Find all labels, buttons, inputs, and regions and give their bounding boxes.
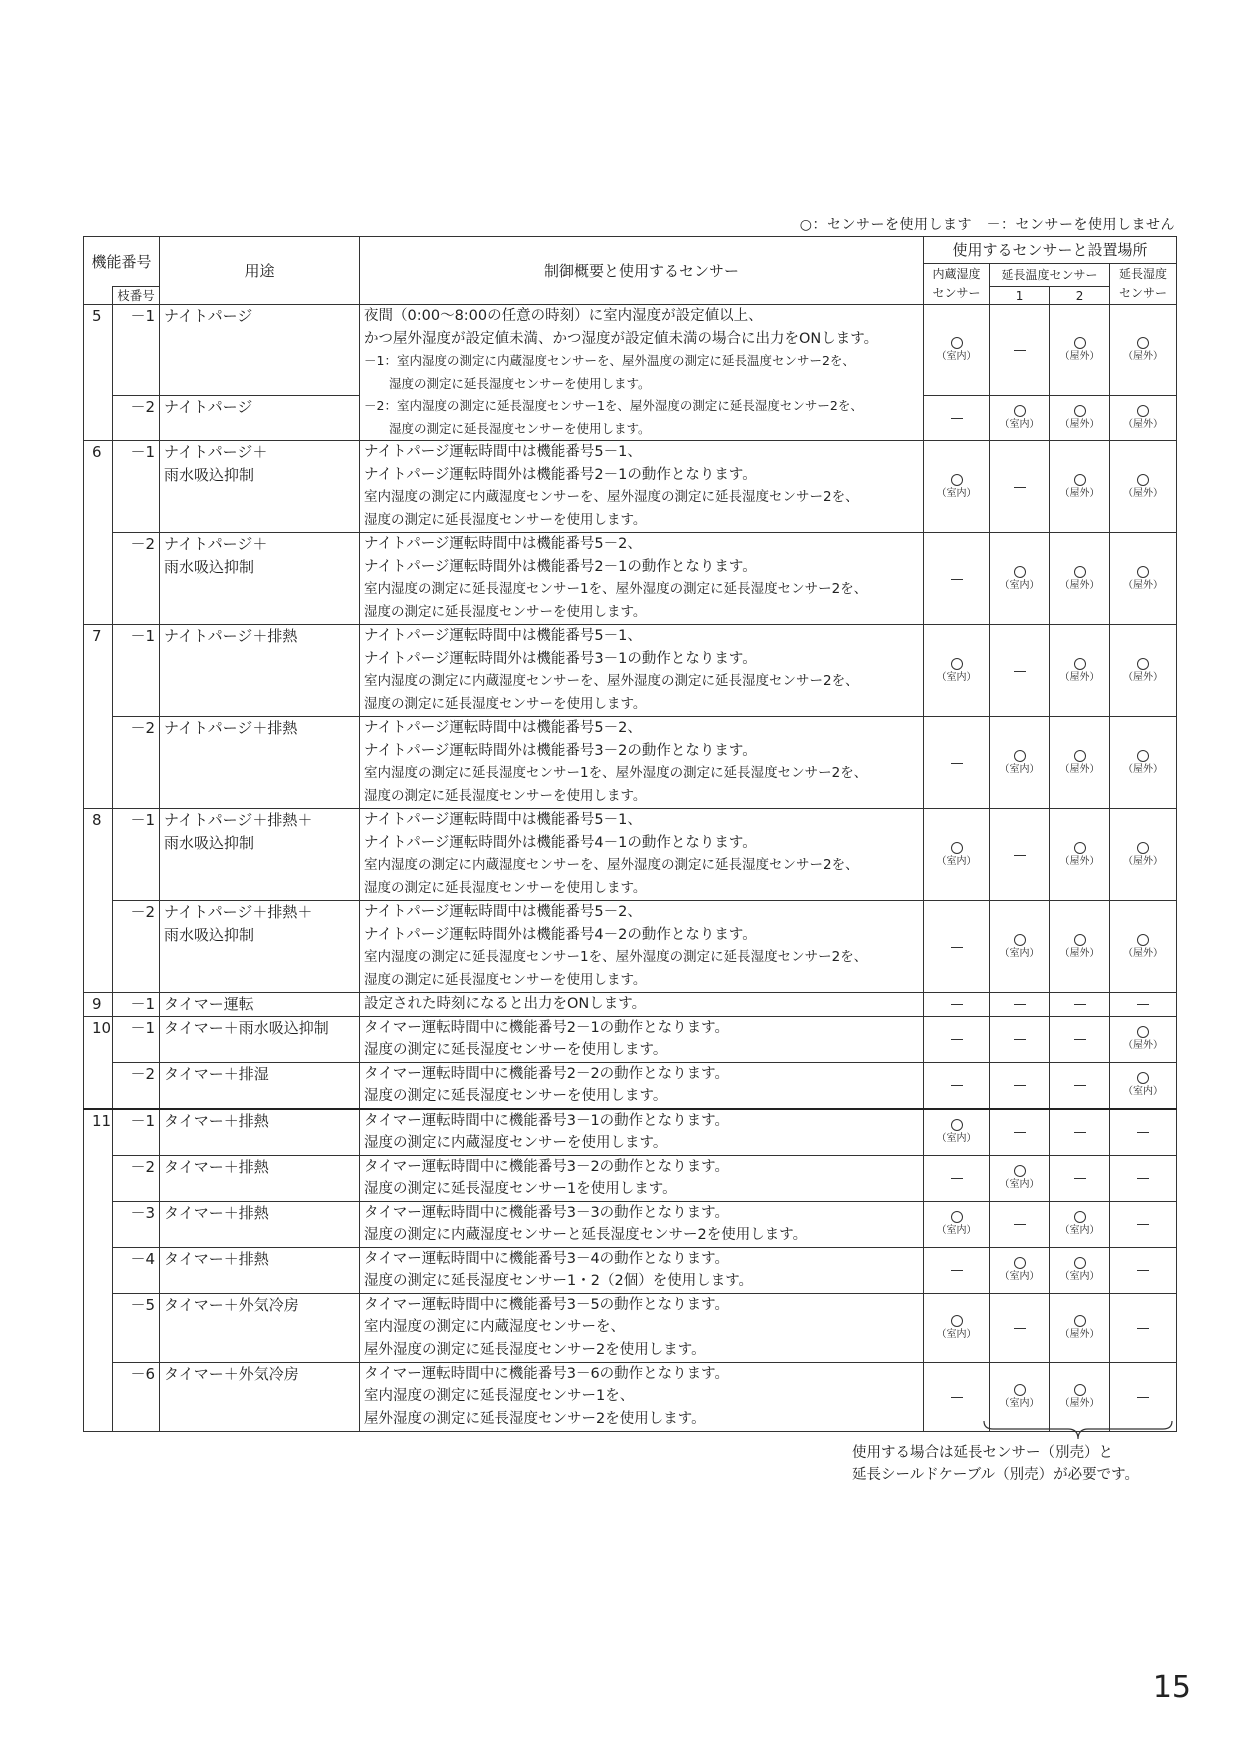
- dash-mark-icon: [1014, 350, 1026, 351]
- ext-temp2-cell: [1050, 441, 1110, 533]
- dash-mark-icon: [951, 763, 963, 764]
- circle-mark-icon: [1014, 566, 1026, 578]
- location-label: （屋外）: [1059, 855, 1100, 867]
- circle-mark-icon: [1137, 405, 1149, 417]
- table-row: [84, 1201, 1177, 1247]
- table-row: [84, 625, 1177, 717]
- page-number: 15: [1152, 1670, 1191, 1705]
- ext-hum-cell: [1110, 1155, 1177, 1201]
- circle-mark-icon: [951, 842, 963, 854]
- internal-sensor-cell: [924, 395, 990, 441]
- ext-temp2-cell: [1050, 809, 1110, 901]
- ext-hum-cell: [1110, 1201, 1177, 1247]
- circle-mark-icon: [1137, 750, 1149, 762]
- control-description: タイマー運転時間中に機能番号3－4の動作となります。 湿度の測定に延長湿度センサー1・2（2個）を使用します。: [360, 1247, 924, 1293]
- bracket-brace: [983, 1421, 1173, 1441]
- location-label: （室内）: [999, 579, 1040, 591]
- header-control: 制御概要と使用するセンサー: [360, 237, 924, 305]
- location-label: （室内）: [999, 418, 1040, 430]
- function-number: [84, 1362, 113, 1431]
- function-number: [84, 1293, 113, 1362]
- branch-number: －1: [113, 625, 160, 717]
- location-label: （室内）: [1059, 1271, 1100, 1282]
- circle-mark-icon: [1074, 750, 1086, 762]
- ext-temp2-cell: [1050, 395, 1110, 441]
- ext-hum-cell: [1110, 1109, 1177, 1156]
- function-number: 11: [84, 1109, 113, 1156]
- ext-hum-cell: [1110, 625, 1177, 717]
- function-table: [83, 236, 1177, 1432]
- circle-mark-icon: [1074, 1315, 1086, 1327]
- circle-mark-icon: [951, 1119, 963, 1131]
- table-row: [84, 1016, 1177, 1062]
- location-label: （屋外）: [1123, 350, 1164, 362]
- circle-mark-icon: [1137, 1072, 1149, 1084]
- circle-mark-icon: [1137, 474, 1149, 486]
- location-label: （室内）: [999, 1271, 1040, 1282]
- location-label: （屋外）: [1123, 1040, 1164, 1051]
- dash-mark-icon: [1074, 1085, 1086, 1086]
- circle-mark-icon: [951, 1211, 963, 1223]
- ext-temp1-cell: [990, 717, 1050, 809]
- usage-cell: ナイトパージ＋排熱: [160, 625, 360, 717]
- location-label: （屋外）: [1123, 487, 1164, 499]
- ext-temp1-cell: [990, 1016, 1050, 1062]
- function-number: [84, 717, 113, 809]
- function-number: [84, 1155, 113, 1201]
- location-label: （室内）: [1059, 1225, 1100, 1236]
- location-label: （室内）: [936, 671, 977, 683]
- dash-mark-icon: [951, 579, 963, 580]
- branch-number: －2: [113, 901, 160, 993]
- internal-sensor-cell: [924, 1201, 990, 1247]
- usage-cell: タイマー＋外気冷房: [160, 1362, 360, 1431]
- location-label: （室内）: [1123, 1086, 1164, 1097]
- usage-cell: タイマー＋排熱: [160, 1109, 360, 1156]
- branch-number: －2: [113, 717, 160, 809]
- location-label: （室内）: [936, 350, 977, 362]
- ext-temp1-cell: [990, 305, 1050, 396]
- dash-mark-icon: [951, 1085, 963, 1086]
- ext-hum-cell: [1110, 901, 1177, 993]
- usage-cell: タイマー＋排熱: [160, 1247, 360, 1293]
- table-row: [84, 901, 1177, 993]
- control-description: ナイトパージ運転時間中は機能番号5－2、 ナイトパージ運転時間外は機能番号4－2の動作となります。 室内湿度の測定に延長湿度センサー1を、屋外湿度の測定に延長湿度センサー2を、 湿度の測定に延長湿度センサーを使用します。: [360, 901, 924, 993]
- table-row: [84, 993, 1177, 1017]
- branch-number: －1: [113, 441, 160, 533]
- usage-cell: ナイトパージ＋排熱＋ 雨水吸込抑制: [160, 901, 360, 993]
- circle-mark-icon: [1014, 1384, 1026, 1396]
- table-row: [84, 441, 1177, 533]
- usage-cell: ナイトパージ: [160, 395, 360, 441]
- sensor-legend: ○：センサーを使用します －：センサーを使用しません: [799, 217, 1175, 233]
- branch-number: －1: [113, 305, 160, 396]
- branch-number: －3: [113, 1201, 160, 1247]
- circle-mark-icon: [951, 658, 963, 670]
- ext-temp1-cell: [990, 625, 1050, 717]
- branch-number: －4: [113, 1247, 160, 1293]
- function-number: [84, 1247, 113, 1293]
- location-label: （室内）: [936, 855, 977, 867]
- internal-sensor-cell: [924, 1062, 990, 1109]
- function-number: 5: [84, 305, 113, 396]
- ext-temp2-cell: [1050, 1109, 1110, 1156]
- branch-number: －2: [113, 533, 160, 625]
- control-description: ナイトパージ運転時間中は機能番号5－1、 ナイトパージ運転時間外は機能番号2－1の動作となります。 室内湿度の測定に内蔵湿度センサーを、屋外湿度の測定に延長湿度センサー2を、 湿度の測定に延長湿度センサーを使用します。: [360, 441, 924, 533]
- header-internal-sensor: 内蔵湿度 センサー: [924, 264, 990, 305]
- usage-cell: ナイトパージ＋排熱＋ 雨水吸込抑制: [160, 809, 360, 901]
- ext-temp1-cell: [990, 1109, 1050, 1156]
- dash-mark-icon: [1137, 1178, 1149, 1179]
- location-label: （屋外）: [1059, 1397, 1100, 1409]
- dash-mark-icon: [951, 1039, 963, 1040]
- function-number: 6: [84, 441, 113, 533]
- ext-temp2-cell: [1050, 533, 1110, 625]
- branch-number: －1: [113, 809, 160, 901]
- dash-mark-icon: [951, 1270, 963, 1271]
- header-branch-no: 枝番号: [113, 287, 160, 305]
- dash-mark-icon: [951, 947, 963, 948]
- dash-mark-icon: [1074, 1004, 1086, 1005]
- function-number: [84, 1201, 113, 1247]
- dash-mark-icon: [951, 1004, 963, 1005]
- table-body: [84, 305, 1177, 1432]
- control-description: 夜間（0:00～8:00の任意の時刻）に室内湿度が設定値以上、 かつ屋外湿度が設定値未満、かつ湿度が設定値未満の場合に出力をONします。 －1：室内湿度の測定に内蔵湿度センサーを、屋外温度の測定に延長温度センサー2を、 湿度の測定に延長湿度センサーを使用します。: [360, 305, 924, 396]
- circle-mark-icon: [1014, 405, 1026, 417]
- branch-number: －1: [113, 1016, 160, 1062]
- circle-mark-icon: [1014, 934, 1026, 946]
- ext-temp1-cell: [990, 901, 1050, 993]
- internal-sensor-cell: [924, 1155, 990, 1201]
- dash-mark-icon: [951, 418, 963, 419]
- internal-sensor-cell: [924, 809, 990, 901]
- location-label: （屋外）: [1059, 671, 1100, 683]
- location-label: （室内）: [936, 1133, 977, 1144]
- location-label: （室内）: [999, 947, 1040, 959]
- ext-temp2-cell: [1050, 1016, 1110, 1062]
- function-number: [84, 901, 113, 993]
- table-row: [84, 717, 1177, 809]
- ext-temp2-cell: [1050, 901, 1110, 993]
- control-description: ナイトパージ運転時間中は機能番号5－2、 ナイトパージ運転時間外は機能番号3－2の動作となります。 室内湿度の測定に延長湿度センサー1を、屋外湿度の測定に延長湿度センサー2を、 湿度の測定に延長湿度センサーを使用します。: [360, 717, 924, 809]
- ext-hum-cell: [1110, 1016, 1177, 1062]
- dash-mark-icon: [1137, 1328, 1149, 1329]
- usage-cell: ナイトパージ＋排熱: [160, 717, 360, 809]
- table-row: [84, 395, 1177, 441]
- ext-temp2-cell: [1050, 993, 1110, 1017]
- ext-hum-cell: [1110, 717, 1177, 809]
- dash-mark-icon: [1137, 1004, 1149, 1005]
- function-number: 8: [84, 809, 113, 901]
- dash-mark-icon: [1074, 1178, 1086, 1179]
- ext-temp1-cell: [990, 1293, 1050, 1362]
- control-description: タイマー運転時間中に機能番号3－2の動作となります。 湿度の測定に延長湿度センサー1を使用します。: [360, 1155, 924, 1201]
- table-row: [84, 1109, 1177, 1156]
- control-description: －2：室内湿度の測定に延長湿度センサー1を、屋外湿度の測定に延長湿度センサー2を、 湿度の測定に延長湿度センサーを使用します。: [360, 395, 924, 441]
- dash-mark-icon: [1137, 1132, 1149, 1133]
- table-row: [84, 1247, 1177, 1293]
- branch-number: －2: [113, 1062, 160, 1109]
- internal-sensor-cell: [924, 1109, 990, 1156]
- dash-mark-icon: [1014, 1039, 1026, 1040]
- usage-cell: タイマー＋雨水吸込抑制: [160, 1016, 360, 1062]
- internal-sensor-cell: [924, 717, 990, 809]
- ext-hum-cell: [1110, 809, 1177, 901]
- internal-sensor-cell: [924, 625, 990, 717]
- ext-temp1-cell: [990, 1201, 1050, 1247]
- internal-sensor-cell: [924, 533, 990, 625]
- ext-temp1-cell: [990, 533, 1050, 625]
- ext-temp1-cell: [990, 1062, 1050, 1109]
- ext-temp2-cell: [1050, 1155, 1110, 1201]
- location-label: （屋外）: [1059, 947, 1100, 959]
- branch-number: －2: [113, 395, 160, 441]
- dash-mark-icon: [1014, 1004, 1026, 1005]
- sensor-note: 使用する場合は延長センサー（別売）と 延長シールドケーブル（別売）が必要です。: [852, 1445, 1139, 1483]
- function-number: [84, 533, 113, 625]
- circle-mark-icon: [951, 337, 963, 349]
- dash-mark-icon: [1074, 1039, 1086, 1040]
- location-label: （室内）: [999, 1397, 1040, 1409]
- ext-temp1-cell: [990, 1247, 1050, 1293]
- control-description: ナイトパージ運転時間中は機能番号5－1、 ナイトパージ運転時間外は機能番号3－1の動作となります。 室内湿度の測定に内蔵湿度センサーを、屋外湿度の測定に延長湿度センサー2を、 湿度の測定に延長湿度センサーを使用します。: [360, 625, 924, 717]
- circle-mark-icon: [1014, 1165, 1026, 1177]
- table-row: [84, 1293, 1177, 1362]
- dash-mark-icon: [1014, 1224, 1026, 1225]
- ext-temp1-cell: [990, 441, 1050, 533]
- control-description: タイマー運転時間中に機能番号3－1の動作となります。 湿度の測定に内蔵湿度センサーを使用します。: [360, 1109, 924, 1156]
- usage-cell: ナイトパージ: [160, 305, 360, 396]
- ext-temp1-cell: [990, 395, 1050, 441]
- control-description: タイマー運転時間中に機能番号2－1の動作となります。 湿度の測定に延長湿度センサーを使用します。: [360, 1016, 924, 1062]
- dash-mark-icon: [1074, 1132, 1086, 1133]
- location-label: （屋外）: [1059, 579, 1100, 591]
- header-usage: 用途: [160, 237, 360, 305]
- header-ext-hum-sensor: 延長湿度 センサー: [1110, 264, 1177, 305]
- circle-mark-icon: [1137, 566, 1149, 578]
- usage-cell: タイマー＋外気冷房: [160, 1293, 360, 1362]
- header-ext-temp-sensor: 延長温度センサー: [990, 264, 1110, 287]
- dash-mark-icon: [1014, 1085, 1026, 1086]
- dash-mark-icon: [1137, 1224, 1149, 1225]
- circle-mark-icon: [1074, 842, 1086, 854]
- ext-hum-cell: [1110, 441, 1177, 533]
- location-label: （室内）: [936, 1328, 977, 1340]
- branch-number: －5: [113, 1293, 160, 1362]
- dash-mark-icon: [951, 1397, 963, 1398]
- dash-mark-icon: [1014, 671, 1026, 672]
- table-row: [84, 809, 1177, 901]
- ext-hum-cell: [1110, 395, 1177, 441]
- internal-sensor-cell: [924, 1247, 990, 1293]
- ext-hum-cell: [1110, 1062, 1177, 1109]
- ext-temp2-cell: [1050, 1247, 1110, 1293]
- usage-cell: タイマー＋排熱: [160, 1155, 360, 1201]
- table-row: [84, 1155, 1177, 1201]
- location-label: （屋外）: [1059, 763, 1100, 775]
- control-description: タイマー運転時間中に機能番号3－3の動作となります。 湿度の測定に内蔵湿度センサーと延長湿度センサー2を使用します。: [360, 1201, 924, 1247]
- circle-mark-icon: [1137, 934, 1149, 946]
- usage-cell: ナイトパージ＋ 雨水吸込抑制: [160, 533, 360, 625]
- dash-mark-icon: [1137, 1270, 1149, 1271]
- table-row: [84, 1062, 1177, 1109]
- location-label: （屋外）: [1123, 763, 1164, 775]
- internal-sensor-cell: [924, 441, 990, 533]
- function-number: [84, 395, 113, 441]
- location-label: （室内）: [999, 1179, 1040, 1190]
- usage-cell: ナイトパージ＋ 雨水吸込抑制: [160, 441, 360, 533]
- circle-mark-icon: [1014, 750, 1026, 762]
- ext-temp1-cell: [990, 809, 1050, 901]
- dash-mark-icon: [1014, 1132, 1026, 1133]
- circle-mark-icon: [951, 1315, 963, 1327]
- circle-mark-icon: [1014, 1257, 1026, 1269]
- circle-mark-icon: [951, 474, 963, 486]
- ext-temp2-cell: [1050, 1062, 1110, 1109]
- ext-hum-cell: [1110, 993, 1177, 1017]
- table-row: [84, 305, 1177, 396]
- ext-hum-cell: [1110, 1247, 1177, 1293]
- ext-temp2-cell: [1050, 717, 1110, 809]
- location-label: （屋外）: [1059, 1328, 1100, 1340]
- location-label: （室内）: [999, 763, 1040, 775]
- dash-mark-icon: [1014, 855, 1026, 856]
- header-func-no: 機能番号: [84, 237, 160, 287]
- ext-temp2-cell: [1050, 1201, 1110, 1247]
- location-label: （室内）: [936, 1225, 977, 1236]
- location-label: （屋外）: [1123, 418, 1164, 430]
- internal-sensor-cell: [924, 1016, 990, 1062]
- circle-mark-icon: [1137, 1026, 1149, 1038]
- function-number: 7: [84, 625, 113, 717]
- control-description: ナイトパージ運転時間中は機能番号5－1、 ナイトパージ運転時間外は機能番号4－1の動作となります。 室内湿度の測定に内蔵湿度センサーを、屋外湿度の測定に延長湿度センサー2を、 湿度の測定に延長湿度センサーを使用します。: [360, 809, 924, 901]
- circle-mark-icon: [1074, 474, 1086, 486]
- location-label: （屋外）: [1123, 855, 1164, 867]
- circle-mark-icon: [1074, 658, 1086, 670]
- control-description: タイマー運転時間中に機能番号2－2の動作となります。 湿度の測定に延長湿度センサーを使用します。: [360, 1062, 924, 1109]
- ext-temp2-cell: [1050, 305, 1110, 396]
- usage-cell: タイマー＋排熱: [160, 1201, 360, 1247]
- circle-mark-icon: [1074, 337, 1086, 349]
- location-label: （屋外）: [1059, 487, 1100, 499]
- circle-mark-icon: [1074, 566, 1086, 578]
- usage-cell: タイマー運転: [160, 993, 360, 1017]
- location-label: （室内）: [936, 487, 977, 499]
- branch-number: －1: [113, 993, 160, 1017]
- header-ext-temp-2: 2: [1050, 287, 1110, 305]
- circle-mark-icon: [1137, 658, 1149, 670]
- internal-sensor-cell: [924, 1362, 990, 1431]
- location-label: （屋外）: [1059, 350, 1100, 362]
- function-number: 10: [84, 1016, 113, 1062]
- location-label: （屋外）: [1123, 947, 1164, 959]
- dash-mark-icon: [951, 1178, 963, 1179]
- usage-cell: タイマー＋排湿: [160, 1062, 360, 1109]
- internal-sensor-cell: [924, 901, 990, 993]
- circle-mark-icon: [1074, 1257, 1086, 1269]
- ext-temp1-cell: [990, 1155, 1050, 1201]
- ext-hum-cell: [1110, 305, 1177, 396]
- internal-sensor-cell: [924, 305, 990, 396]
- ext-temp1-cell: [990, 993, 1050, 1017]
- table-row: [84, 533, 1177, 625]
- circle-mark-icon: [1074, 1384, 1086, 1396]
- location-label: （屋外）: [1123, 671, 1164, 683]
- branch-number: －6: [113, 1362, 160, 1431]
- circle-mark-icon: [1074, 1211, 1086, 1223]
- circle-mark-icon: [1074, 934, 1086, 946]
- circle-mark-icon: [1137, 337, 1149, 349]
- dash-mark-icon: [1014, 487, 1026, 488]
- circle-mark-icon: [1074, 405, 1086, 417]
- ext-temp2-cell: [1050, 625, 1110, 717]
- ext-hum-cell: [1110, 533, 1177, 625]
- branch-number: －2: [113, 1155, 160, 1201]
- dash-mark-icon: [1014, 1328, 1026, 1329]
- ext-temp2-cell: [1050, 1293, 1110, 1362]
- control-description: タイマー運転時間中に機能番号3－5の動作となります。 室内湿度の測定に内蔵湿度センサーを、 屋外湿度の測定に延長湿度センサー2を使用します。: [360, 1293, 924, 1362]
- control-description: 設定された時刻になると出力をONします。: [360, 993, 924, 1017]
- branch-number: －1: [113, 1109, 160, 1156]
- location-label: （屋外）: [1123, 579, 1164, 591]
- function-number: 9: [84, 993, 113, 1017]
- location-label: （屋外）: [1059, 418, 1100, 430]
- internal-sensor-cell: [924, 1293, 990, 1362]
- dash-mark-icon: [1137, 1397, 1149, 1398]
- circle-mark-icon: [1137, 842, 1149, 854]
- internal-sensor-cell: [924, 993, 990, 1017]
- ext-hum-cell: [1110, 1293, 1177, 1362]
- control-description: タイマー運転時間中に機能番号3－6の動作となります。 室内湿度の測定に延長湿度センサー1を、 屋外湿度の測定に延長湿度センサー2を使用します。: [360, 1362, 924, 1431]
- control-description: ナイトパージ運転時間中は機能番号5－2、 ナイトパージ運転時間外は機能番号2－1の動作となります。 室内湿度の測定に延長湿度センサー1を、屋外湿度の測定に延長湿度センサー2を、 湿度の測定に延長湿度センサーを使用します。: [360, 533, 924, 625]
- header-ext-temp-1: 1: [990, 287, 1050, 305]
- header-sensor-group: 使用するセンサーと設置場所: [924, 237, 1177, 264]
- function-number: [84, 1062, 113, 1109]
